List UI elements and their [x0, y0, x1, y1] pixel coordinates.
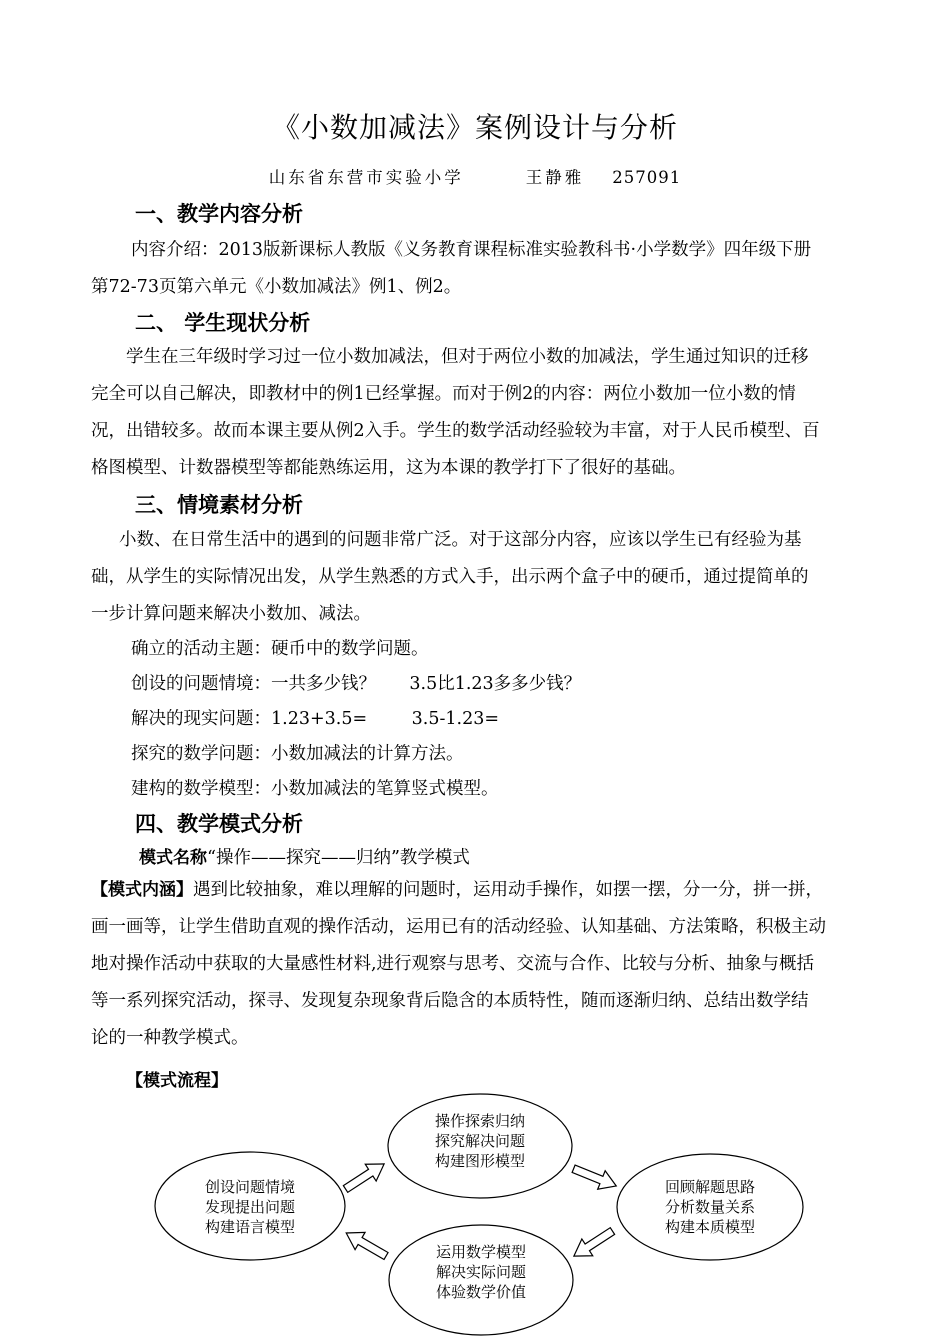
flow-node-text: 运用数学模型	[435, 1243, 527, 1261]
arrow-bottom-to-left-icon	[341, 1224, 391, 1264]
flow-node-text: 构建语言模型	[204, 1218, 296, 1236]
paragraph-line: 画一画等，让学生借助直观的操作活动，运用已有的活动经验、认知基础、方法策略，积极主动	[91, 917, 826, 937]
item-line: 确立的活动主题：硬币中的数学问题。	[131, 639, 429, 659]
section-heading-2: 二、 学生现状分析	[135, 311, 311, 335]
mode-name-value: “操作——探究——归纳”教学模式	[207, 848, 470, 868]
arrow-left-to-top-icon	[340, 1156, 389, 1198]
flow-node-text: 发现提出问题	[204, 1198, 296, 1216]
paragraph-line: 第72-73页第六单元《小数加减法》例1、例2。	[91, 277, 462, 297]
arrow-right-to-bottom-icon	[568, 1223, 617, 1265]
paragraph-line: 完全可以自己解决，即教材中的例1已经掌握。而对于例2的内容：两位小数加一位小数的情	[91, 384, 796, 404]
flow-node-text: 解决实际问题	[435, 1263, 527, 1281]
flow-node-text: 分析数量关系	[664, 1198, 756, 1216]
paragraph-line: 内容介绍：2013版新课标人教版《义务教育课程标准实验教科书·小学数学》四年级下册	[131, 240, 812, 260]
author-name: 王静雅	[525, 168, 585, 187]
section-heading-1: 一、教学内容分析	[135, 202, 303, 226]
flow-node-text: 构建本质模型	[664, 1218, 756, 1236]
arrow-top-to-right-icon	[570, 1159, 620, 1195]
flow-node-bottom	[389, 1225, 573, 1335]
mode-name-label: 模式名称	[139, 848, 207, 868]
document-title: 《小数加减法》案例设计与分析	[271, 111, 678, 144]
author-code: 257091	[612, 168, 682, 187]
item-line: 创设的问题情境：一共多少钱？ 3.5比1.23多多少钱？	[131, 674, 582, 694]
flow-node-text: 体验数学价值	[435, 1283, 527, 1301]
flow-node-text: 构建图形模型	[434, 1152, 526, 1170]
flow-node-right	[617, 1154, 803, 1260]
section-heading-4: 四、教学模式分析	[135, 812, 303, 836]
paragraph-line: 格图模型、计数器模型等都能熟练运用，这为本课的教学打下了很好的基础。	[91, 458, 686, 478]
flow-node-top	[388, 1094, 572, 1198]
connotation-label: 【模式内涵】	[91, 880, 193, 900]
paragraph-line: 况，出错较多。故而本课主要从例2入手。学生的数学活动经验较为丰富，对于人民币模型、百	[91, 421, 820, 441]
paragraph-line: 学生在三年级时学习过一位小数加减法，但对于两位小数的加减法，学生通过知识的迁移	[126, 347, 809, 367]
flow-node-text: 回顾解题思路	[664, 1178, 756, 1196]
flow-node-text: 探究解决问题	[434, 1132, 526, 1150]
paragraph-line: 论的一种教学模式。	[91, 1028, 249, 1048]
flow-node-text: 创设问题情境	[204, 1178, 296, 1196]
paragraph-line: 础，从学生的实际情况出发，从学生熟悉的方式入手，出示两个盒子中的硬币，通过提简单的	[91, 567, 809, 587]
flow-label: 【模式流程】	[126, 1071, 228, 1091]
flow-node-text: 操作探索归纳	[434, 1112, 526, 1130]
paragraph-line: 一步计算问题来解决小数加、减法。	[91, 604, 371, 624]
section-heading-3: 三、情境素材分析	[135, 493, 303, 517]
paragraph-text: 遇到比较抽象，难以理解的问题时，运用动手操作，如摆一摆，分一分，拼一拼，	[193, 880, 823, 900]
item-line: 探究的数学问题：小数加减法的计算方法。	[131, 744, 464, 764]
paragraph-line: 等一系列探究活动，探寻、发现复杂现象背后隐含的本质特性，随而逐渐归纳、总结出数学结	[91, 991, 809, 1011]
flow-node-left	[155, 1152, 345, 1260]
item-line: 解决的现实问题：1.23+3.5= 3.5-1.23=	[131, 709, 499, 729]
paragraph-line: 地对操作活动中获取的大量感性材料,进行观察与思考、交流与合作、比较与分析、抽象与概括	[91, 954, 815, 974]
paragraph-line: 小数、在日常生活中的遇到的问题非常广泛。对于这部分内容，应该以学生已有经验为基	[119, 530, 802, 550]
item-line: 建构的数学模型：小数加减法的笔算竖式模型。	[131, 779, 499, 799]
author-school: 山东省东营市实验小学	[268, 168, 464, 187]
